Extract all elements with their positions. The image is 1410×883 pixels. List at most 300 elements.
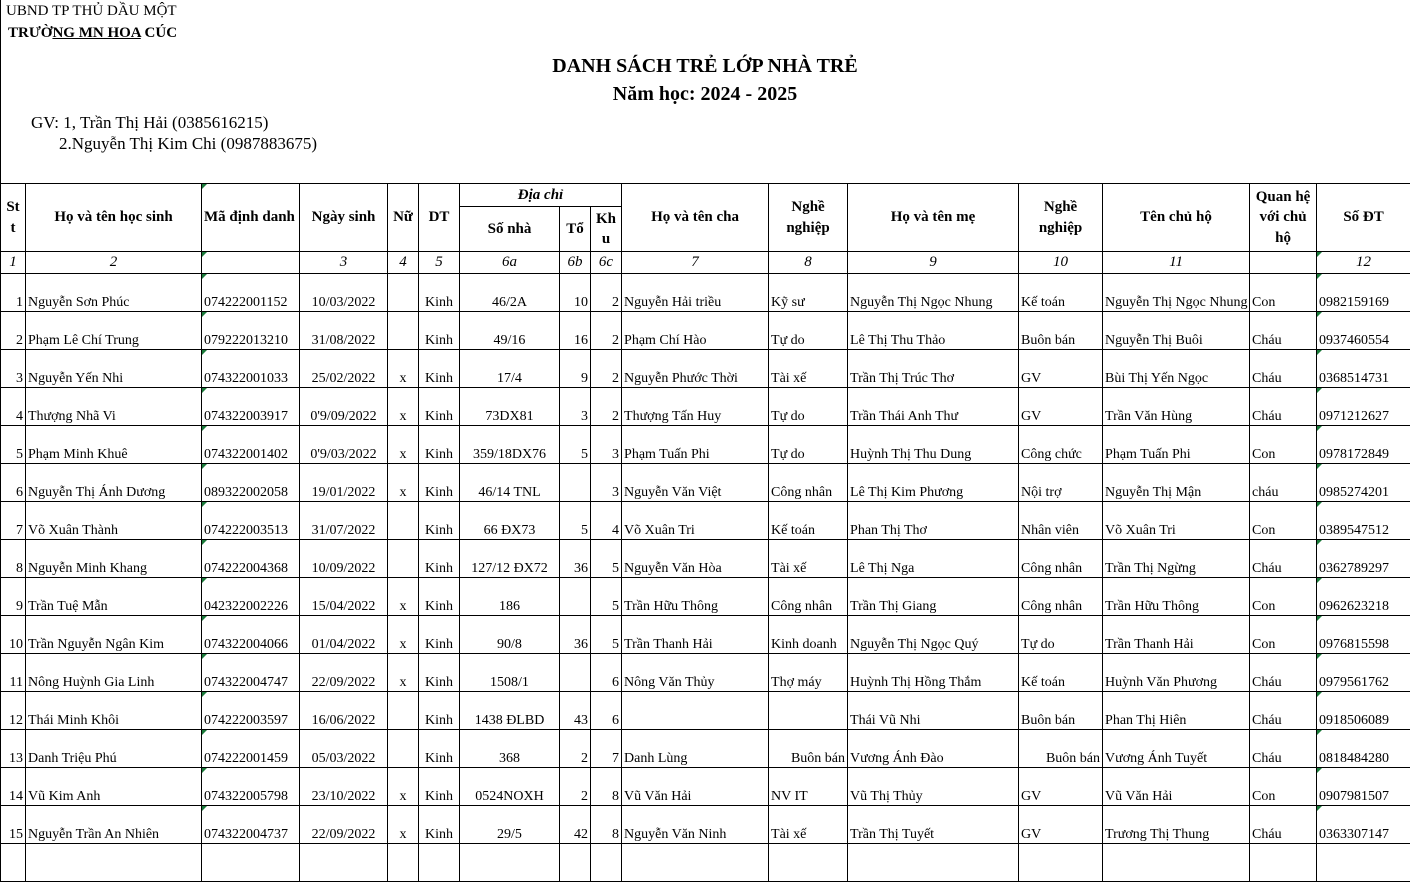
col-mother[interactable]: Họ và tên mẹ xyxy=(848,184,1019,252)
index-cell: 4 xyxy=(388,252,419,274)
cell-name[interactable]: Phạm Minh Khuê xyxy=(26,426,202,464)
cell-id[interactable]: 079222013210 xyxy=(202,312,300,350)
col-father[interactable]: Họ và tên cha xyxy=(622,184,769,252)
cell-name[interactable]: Nguyễn Thị Ánh Dương xyxy=(26,464,202,502)
col-address[interactable]: Địa chỉ xyxy=(460,184,622,207)
cell-relation[interactable]: Cháu xyxy=(1250,654,1317,692)
col-name[interactable]: Họ và tên học sinh xyxy=(26,184,202,252)
cell-job1[interactable]: Thợ máy xyxy=(769,654,848,692)
cell-stt[interactable]: 5 xyxy=(1,426,26,464)
cell-father[interactable]: Vũ Văn Hải xyxy=(622,768,769,806)
cell-khu[interactable]: 3 xyxy=(591,464,622,502)
cell-household[interactable]: Trần Thị Ngừng xyxy=(1103,540,1250,578)
cell-job1[interactable]: Công nhân xyxy=(769,578,848,616)
cell-father[interactable]: Nguyễn Văn Hòa xyxy=(622,540,769,578)
cell-relation[interactable]: Cháu xyxy=(1250,730,1317,768)
cell-ethnic[interactable]: Kinh xyxy=(419,350,460,388)
cell-phone[interactable]: 0985274201 xyxy=(1317,464,1410,502)
cell-to[interactable]: 16 xyxy=(560,312,591,350)
cell-job2[interactable]: Công chức xyxy=(1019,426,1103,464)
cell-khu[interactable]: 5 xyxy=(591,616,622,654)
cell-dob[interactable]: 0'9/09/2022 xyxy=(300,388,388,426)
cell-to[interactable]: 3 xyxy=(560,388,591,426)
cell-female[interactable] xyxy=(388,692,419,730)
cell-father[interactable]: Danh Lùng xyxy=(622,730,769,768)
cell-household[interactable]: Bùi Thị Yến Ngọc xyxy=(1103,350,1250,388)
cell-job1[interactable] xyxy=(769,692,848,730)
cell-ethnic[interactable]: Kinh xyxy=(419,768,460,806)
cell-relation[interactable]: Con xyxy=(1250,578,1317,616)
cell-mother[interactable]: Phan Thị Thơ xyxy=(848,502,1019,540)
cell-to[interactable] xyxy=(560,578,591,616)
cell-khu[interactable]: 5 xyxy=(591,540,622,578)
cell-empty[interactable] xyxy=(419,844,460,882)
cell-khu[interactable]: 4 xyxy=(591,502,622,540)
cell-job1[interactable]: Tự do xyxy=(769,312,848,350)
cell-dob[interactable]: 16/06/2022 xyxy=(300,692,388,730)
cell-name[interactable]: Trần Tuệ Mẫn xyxy=(26,578,202,616)
table-row[interactable] xyxy=(1,540,1410,578)
cell-phone[interactable]: 0818484280 xyxy=(1317,730,1410,768)
cell-female[interactable]: x xyxy=(388,616,419,654)
cell-ethnic[interactable]: Kinh xyxy=(419,464,460,502)
cell-job1[interactable]: Tự do xyxy=(769,388,848,426)
cell-id[interactable]: 074322005798 xyxy=(202,768,300,806)
cell-house[interactable]: 46/14 TNL xyxy=(460,464,560,502)
cell-to[interactable] xyxy=(560,464,591,502)
cell-dob[interactable]: 23/10/2022 xyxy=(300,768,388,806)
cell-household[interactable]: Nguyễn Thị Ngọc Nhung xyxy=(1103,274,1250,312)
cell-job2[interactable]: Buôn bán xyxy=(1019,312,1103,350)
cell-khu[interactable]: 6 xyxy=(591,654,622,692)
cell-id[interactable]: 074322004066 xyxy=(202,616,300,654)
cell-empty[interactable] xyxy=(560,844,591,882)
cell-job2[interactable]: GV xyxy=(1019,388,1103,426)
cell-father[interactable]: Phạm Tuấn Phi xyxy=(622,426,769,464)
cell-female[interactable] xyxy=(388,502,419,540)
cell-to[interactable] xyxy=(560,654,591,692)
cell-father[interactable]: Nguyễn Văn Ninh xyxy=(622,806,769,844)
cell-female[interactable]: x xyxy=(388,350,419,388)
cell-dob[interactable]: 22/09/2022 xyxy=(300,654,388,692)
cell-female[interactable]: x xyxy=(388,388,419,426)
cell-khu[interactable]: 2 xyxy=(591,388,622,426)
cell-stt[interactable]: 8 xyxy=(1,540,26,578)
cell-khu[interactable]: 2 xyxy=(591,312,622,350)
cell-stt[interactable]: 9 xyxy=(1,578,26,616)
cell-empty[interactable] xyxy=(1250,844,1317,882)
cell-stt[interactable]: 3 xyxy=(1,350,26,388)
cell-father[interactable]: Nguyễn Hải triều xyxy=(622,274,769,312)
cell-house[interactable]: 186 xyxy=(460,578,560,616)
cell-name[interactable]: Nguyễn Minh Khang xyxy=(26,540,202,578)
cell-khu[interactable]: 8 xyxy=(591,768,622,806)
cell-empty[interactable] xyxy=(622,844,769,882)
cell-relation[interactable]: Con xyxy=(1250,426,1317,464)
cell-relation[interactable]: Con xyxy=(1250,616,1317,654)
cell-name[interactable]: Nông Huỳnh Gia Linh xyxy=(26,654,202,692)
cell-to[interactable]: 10 xyxy=(560,274,591,312)
cell-to[interactable]: 36 xyxy=(560,540,591,578)
cell-to[interactable]: 5 xyxy=(560,426,591,464)
cell-stt[interactable]: 15 xyxy=(1,806,26,844)
cell-dob[interactable]: 05/03/2022 xyxy=(300,730,388,768)
cell-to[interactable]: 2 xyxy=(560,768,591,806)
cell-relation[interactable]: Con xyxy=(1250,768,1317,806)
cell-female[interactable] xyxy=(388,312,419,350)
cell-to[interactable]: 5 xyxy=(560,502,591,540)
cell-father[interactable]: Trần Hữu Thông xyxy=(622,578,769,616)
cell-relation[interactable]: Cháu xyxy=(1250,388,1317,426)
cell-name[interactable]: Thái Minh Khôi xyxy=(26,692,202,730)
cell-dob[interactable]: 22/09/2022 xyxy=(300,806,388,844)
cell-id[interactable]: 089322002058 xyxy=(202,464,300,502)
cell-household[interactable]: Vũ Văn Hải xyxy=(1103,768,1250,806)
cell-job1[interactable]: Tự do xyxy=(769,426,848,464)
cell-mother[interactable]: Lê Thị Nga xyxy=(848,540,1019,578)
cell-house[interactable]: 17/4 xyxy=(460,350,560,388)
cell-empty[interactable] xyxy=(388,844,419,882)
col-phone[interactable]: Số ĐT xyxy=(1317,184,1410,252)
cell-ethnic[interactable]: Kinh xyxy=(419,578,460,616)
table-row[interactable] xyxy=(1,388,1410,426)
cell-mother[interactable]: Nguyễn Thị Ngọc Nhung xyxy=(848,274,1019,312)
cell-stt[interactable]: 14 xyxy=(1,768,26,806)
cell-father[interactable]: Nông Văn Thủy xyxy=(622,654,769,692)
cell-name[interactable]: Nguyễn Yến Nhi xyxy=(26,350,202,388)
cell-name[interactable]: Nguyễn Trần An Nhiên xyxy=(26,806,202,844)
cell-empty[interactable] xyxy=(300,844,388,882)
cell-relation[interactable]: Cháu xyxy=(1250,806,1317,844)
cell-relation[interactable]: Con xyxy=(1250,502,1317,540)
cell-mother[interactable]: Thái Vũ Nhi xyxy=(848,692,1019,730)
col-house[interactable]: Số nhà xyxy=(460,207,560,252)
cell-female[interactable] xyxy=(388,274,419,312)
cell-mother[interactable]: Lê Thị Thu Thảo xyxy=(848,312,1019,350)
cell-ethnic[interactable]: Kinh xyxy=(419,692,460,730)
table-row[interactable] xyxy=(1,730,1410,768)
col-id[interactable]: Mã định danh xyxy=(202,184,300,252)
table-row[interactable] xyxy=(1,768,1410,806)
cell-name[interactable]: Võ Xuân Thành xyxy=(26,502,202,540)
cell-stt[interactable]: 11 xyxy=(1,654,26,692)
cell-job1[interactable]: Tài xế xyxy=(769,540,848,578)
cell-to[interactable]: 9 xyxy=(560,350,591,388)
cell-father[interactable]: Thượng Tấn Huy xyxy=(622,388,769,426)
cell-id[interactable]: 074322001033 xyxy=(202,350,300,388)
cell-female[interactable]: x xyxy=(388,578,419,616)
cell-job2[interactable]: Tự do xyxy=(1019,616,1103,654)
cell-mother[interactable]: Vũ Thị Thủy xyxy=(848,768,1019,806)
cell-job2[interactable]: Nội trợ xyxy=(1019,464,1103,502)
cell-household[interactable]: Phan Thị Hiên xyxy=(1103,692,1250,730)
index-cell: 11 xyxy=(1103,252,1250,274)
cell-house[interactable]: 359/18DX76 xyxy=(460,426,560,464)
cell-to[interactable]: 42 xyxy=(560,806,591,844)
table-row[interactable] xyxy=(1,654,1410,692)
cell-household[interactable]: Nguyễn Thị Mận xyxy=(1103,464,1250,502)
table-row[interactable] xyxy=(1,502,1410,540)
cell-id[interactable]: 042322002226 xyxy=(202,578,300,616)
cell-phone[interactable]: 0907981507 xyxy=(1317,768,1410,806)
cell-phone[interactable]: 0979561762 xyxy=(1317,654,1410,692)
cell-phone[interactable]: 0363307147 xyxy=(1317,806,1410,844)
school-name-part3: CÚC xyxy=(140,25,178,41)
cell-job2[interactable]: Công nhân xyxy=(1019,578,1103,616)
index-cell xyxy=(202,252,300,274)
cell-mother[interactable]: Trần Thị Trúc Thơ xyxy=(848,350,1019,388)
cell-name[interactable]: Thượng Nhã Vi xyxy=(26,388,202,426)
cell-name[interactable]: Vũ Kim Anh xyxy=(26,768,202,806)
cell-mother[interactable]: Lê Thị Kim Phương xyxy=(848,464,1019,502)
cell-father[interactable] xyxy=(622,692,769,730)
cell-id[interactable]: 074322003917 xyxy=(202,388,300,426)
cell-female[interactable]: x xyxy=(388,768,419,806)
cell-phone[interactable]: 0962623218 xyxy=(1317,578,1410,616)
cell-empty[interactable] xyxy=(202,844,300,882)
cell-empty[interactable] xyxy=(460,844,560,882)
cell-empty[interactable] xyxy=(1317,844,1410,882)
cell-empty[interactable] xyxy=(1,844,26,882)
cell-house[interactable]: 90/8 xyxy=(460,616,560,654)
cell-job1[interactable]: Buôn bán xyxy=(769,730,848,768)
table-row[interactable] xyxy=(1,806,1410,844)
col-relation[interactable]: Quan hệ với chủ hộ xyxy=(1250,184,1317,252)
col-female[interactable]: Nữ xyxy=(388,184,419,252)
cell-father[interactable]: Nguyễn Phước Thời xyxy=(622,350,769,388)
cell-household[interactable]: Trần Hữu Thông xyxy=(1103,578,1250,616)
index-cell: 1 xyxy=(1,252,26,274)
cell-job2[interactable]: GV xyxy=(1019,806,1103,844)
cell-id[interactable]: 074222003513 xyxy=(202,502,300,540)
cell-dob[interactable]: 15/04/2022 xyxy=(300,578,388,616)
col-stt[interactable]: St t xyxy=(1,184,26,252)
cell-empty[interactable] xyxy=(26,844,202,882)
cell-female[interactable] xyxy=(388,730,419,768)
cell-father[interactable]: Phạm Chí Hào xyxy=(622,312,769,350)
cell-ethnic[interactable]: Kinh xyxy=(419,274,460,312)
cell-household[interactable]: Trần Văn Hùng xyxy=(1103,388,1250,426)
col-dob[interactable]: Ngày sinh xyxy=(300,184,388,252)
cell-khu[interactable]: 5 xyxy=(591,578,622,616)
table-row[interactable] xyxy=(1,350,1410,388)
cell-relation[interactable]: Cháu xyxy=(1250,350,1317,388)
table-row[interactable] xyxy=(1,616,1410,654)
index-cell xyxy=(1250,252,1317,274)
cell-stt[interactable]: 1 xyxy=(1,274,26,312)
cell-to[interactable]: 2 xyxy=(560,730,591,768)
cell-phone[interactable]: 0971212627 xyxy=(1317,388,1410,426)
cell-female[interactable]: x xyxy=(388,426,419,464)
table-row[interactable] xyxy=(1,274,1410,312)
cell-dob[interactable]: 10/09/2022 xyxy=(300,540,388,578)
cell-stt[interactable]: 4 xyxy=(1,388,26,426)
cell-id[interactable]: 074222001152 xyxy=(202,274,300,312)
cell-phone[interactable]: 0978172849 xyxy=(1317,426,1410,464)
cell-id[interactable]: 074222003597 xyxy=(202,692,300,730)
cell-job1[interactable]: Công nhân xyxy=(769,464,848,502)
cell-khu[interactable]: 2 xyxy=(591,350,622,388)
cell-relation[interactable]: Con xyxy=(1250,274,1317,312)
cell-mother[interactable]: Trần Thái Anh Thư xyxy=(848,388,1019,426)
cell-phone[interactable]: 0976815598 xyxy=(1317,616,1410,654)
cell-house[interactable]: 368 xyxy=(460,730,560,768)
cell-job1[interactable]: Kinh doanh xyxy=(769,616,848,654)
cell-relation[interactable]: Cháu xyxy=(1250,692,1317,730)
cell-empty[interactable] xyxy=(848,844,1019,882)
col-ethnic[interactable]: DT xyxy=(419,184,460,252)
cell-khu[interactable]: 7 xyxy=(591,730,622,768)
col-household[interactable]: Tên chủ hộ xyxy=(1103,184,1250,252)
index-cell: 2 xyxy=(26,252,202,274)
cell-household[interactable]: Huỳnh Văn Phương xyxy=(1103,654,1250,692)
cell-female[interactable]: x xyxy=(388,654,419,692)
cell-household[interactable]: Nguyễn Thị Buôi xyxy=(1103,312,1250,350)
cell-relation[interactable]: Cháu xyxy=(1250,540,1317,578)
cell-job1[interactable]: Tài xế xyxy=(769,806,848,844)
cell-name[interactable]: Trần Nguyễn Ngân Kim xyxy=(26,616,202,654)
teacher-2: 2.Nguyễn Thị Kim Chi (0987883675) xyxy=(59,134,317,153)
cell-job1[interactable]: NV IT xyxy=(769,768,848,806)
cell-phone[interactable]: 0982159169 xyxy=(1317,274,1410,312)
cell-house[interactable]: 0524NOXH xyxy=(460,768,560,806)
cell-female[interactable]: x xyxy=(388,464,419,502)
cell-dob[interactable]: 10/03/2022 xyxy=(300,274,388,312)
col-father-job[interactable]: Nghề nghiệp xyxy=(769,184,848,252)
cell-job1[interactable]: Kế toán xyxy=(769,502,848,540)
cell-job2[interactable]: GV xyxy=(1019,768,1103,806)
cell-phone[interactable]: 0937460554 xyxy=(1317,312,1410,350)
cell-id[interactable]: 074222004368 xyxy=(202,540,300,578)
cell-household[interactable]: Trương Thị Thung xyxy=(1103,806,1250,844)
cell-stt[interactable]: 2 xyxy=(1,312,26,350)
table-row[interactable] xyxy=(1,692,1410,730)
cell-id[interactable]: 074322004747 xyxy=(202,654,300,692)
cell-dob[interactable]: 25/02/2022 xyxy=(300,350,388,388)
cell-ethnic[interactable]: Kinh xyxy=(419,502,460,540)
cell-mother[interactable]: Trần Thị Giang xyxy=(848,578,1019,616)
cell-ethnic[interactable]: Kinh xyxy=(419,540,460,578)
cell-job2[interactable]: GV xyxy=(1019,350,1103,388)
cell-job2[interactable]: Buôn bán xyxy=(1019,730,1103,768)
cell-dob[interactable]: 0'9/03/2022 xyxy=(300,426,388,464)
cell-father[interactable]: Nguyễn Văn Việt xyxy=(622,464,769,502)
cell-id[interactable]: 074322004737 xyxy=(202,806,300,844)
cell-stt[interactable]: 10 xyxy=(1,616,26,654)
cell-ethnic[interactable]: Kinh xyxy=(419,426,460,464)
cell-ethnic[interactable]: Kinh xyxy=(419,388,460,426)
table-row[interactable] xyxy=(1,426,1410,464)
cell-dob[interactable]: 31/08/2022 xyxy=(300,312,388,350)
cell-mother[interactable]: Huỳnh Thị Hồng Thắm xyxy=(848,654,1019,692)
cell-house[interactable]: 66 ĐX73 xyxy=(460,502,560,540)
cell-job1[interactable]: Tài xế xyxy=(769,350,848,388)
cell-dob[interactable]: 19/01/2022 xyxy=(300,464,388,502)
cell-house[interactable]: 49/16 xyxy=(460,312,560,350)
cell-father[interactable]: Võ Xuân Tri xyxy=(622,502,769,540)
cell-mother[interactable]: Trần Thị Tuyết xyxy=(848,806,1019,844)
table-row[interactable] xyxy=(1,578,1410,616)
cell-phone[interactable]: 0918506089 xyxy=(1317,692,1410,730)
cell-empty[interactable] xyxy=(1103,844,1250,882)
cell-ethnic[interactable]: Kinh xyxy=(419,806,460,844)
cell-to[interactable]: 43 xyxy=(560,692,591,730)
cell-stt[interactable]: 7 xyxy=(1,502,26,540)
index-cell: 5 xyxy=(419,252,460,274)
cell-phone[interactable]: 0368514731 xyxy=(1317,350,1410,388)
cell-phone[interactable]: 0389547512 xyxy=(1317,502,1410,540)
cell-empty[interactable] xyxy=(1019,844,1103,882)
cell-empty[interactable] xyxy=(591,844,622,882)
cell-khu[interactable]: 6 xyxy=(591,692,622,730)
cell-mother[interactable]: Nguyễn Thị Ngọc Quý xyxy=(848,616,1019,654)
school-year: Năm học: 2024 - 2025 xyxy=(612,83,798,105)
cell-job2[interactable]: Nhân viên xyxy=(1019,502,1103,540)
cell-household[interactable]: Vương Ánh Tuyết xyxy=(1103,730,1250,768)
cell-job1[interactable]: Kỹ sư xyxy=(769,274,848,312)
cell-stt[interactable]: 6 xyxy=(1,464,26,502)
cell-name[interactable]: Nguyễn Sơn Phúc xyxy=(26,274,202,312)
cell-id[interactable]: 074322001402 xyxy=(202,426,300,464)
table-row[interactable] xyxy=(1,464,1410,502)
cell-khu[interactable]: 8 xyxy=(591,806,622,844)
cell-ethnic[interactable]: Kinh xyxy=(419,312,460,350)
cell-female[interactable]: x xyxy=(388,806,419,844)
col-khu[interactable]: Kh u xyxy=(591,207,622,252)
cell-dob[interactable]: 31/07/2022 xyxy=(300,502,388,540)
cell-father[interactable]: Trần Thanh Hải xyxy=(622,616,769,654)
cell-job2[interactable]: Kế toán xyxy=(1019,654,1103,692)
cell-job2[interactable]: Buôn bán xyxy=(1019,692,1103,730)
cell-mother[interactable]: Huỳnh Thị Thu Dung xyxy=(848,426,1019,464)
cell-house[interactable]: 46/2A xyxy=(460,274,560,312)
cell-khu[interactable]: 2 xyxy=(591,274,622,312)
cell-id[interactable]: 074222001459 xyxy=(202,730,300,768)
cell-ethnic[interactable]: Kinh xyxy=(419,730,460,768)
cell-house[interactable]: 1508/1 xyxy=(460,654,560,692)
cell-empty[interactable] xyxy=(769,844,848,882)
cell-dob[interactable]: 01/04/2022 xyxy=(300,616,388,654)
cell-stt[interactable]: 13 xyxy=(1,730,26,768)
col-to[interactable]: Tổ xyxy=(560,207,591,252)
cell-house[interactable]: 127/12 ĐX72 xyxy=(460,540,560,578)
cell-house[interactable]: 73DX81 xyxy=(460,388,560,426)
cell-khu[interactable]: 3 xyxy=(591,426,622,464)
cell-job2[interactable]: Công nhân xyxy=(1019,540,1103,578)
cell-job2[interactable]: Kế toán xyxy=(1019,274,1103,312)
cell-ethnic[interactable]: Kinh xyxy=(419,654,460,692)
table-row-empty[interactable] xyxy=(1,844,1410,882)
cell-relation[interactable]: cháu xyxy=(1250,464,1317,502)
col-mother-job[interactable]: Nghề nghiệp xyxy=(1019,184,1103,252)
cell-name[interactable]: Phạm Lê Chí Trung xyxy=(26,312,202,350)
cell-name[interactable]: Danh Triệu Phú xyxy=(26,730,202,768)
cell-household[interactable]: Trần Thanh Hải xyxy=(1103,616,1250,654)
cell-household[interactable]: Phạm Tuấn Phi xyxy=(1103,426,1250,464)
cell-ethnic[interactable]: Kinh xyxy=(419,616,460,654)
cell-female[interactable] xyxy=(388,540,419,578)
table-row[interactable] xyxy=(1,312,1410,350)
school-name-part1: TRƯỜ xyxy=(8,25,53,41)
cell-stt[interactable]: 12 xyxy=(1,692,26,730)
cell-relation[interactable]: Cháu xyxy=(1250,312,1317,350)
cell-household[interactable]: Võ Xuân Tri xyxy=(1103,502,1250,540)
cell-house[interactable]: 29/5 xyxy=(460,806,560,844)
cell-mother[interactable]: Vương Ánh Đào xyxy=(848,730,1019,768)
cell-phone[interactable]: 0362789297 xyxy=(1317,540,1410,578)
cell-house[interactable]: 1438 ĐLBD xyxy=(460,692,560,730)
cell-to[interactable]: 36 xyxy=(560,616,591,654)
